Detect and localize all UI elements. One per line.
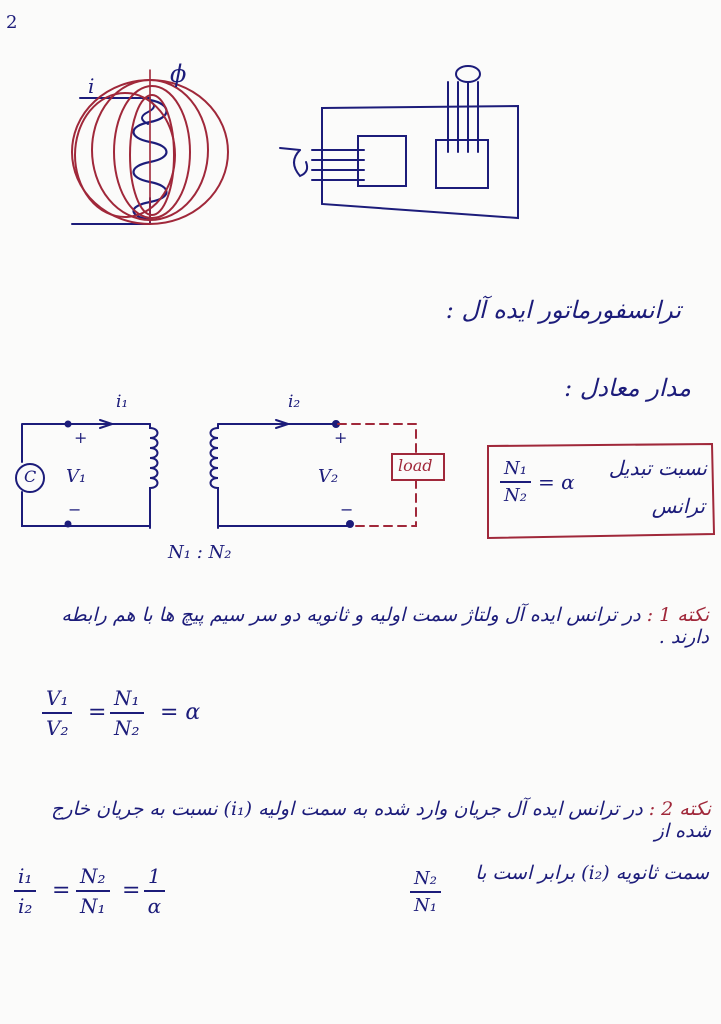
note2-frac-num: N₂ [410, 868, 441, 893]
note2-text: در ترانس ایده آل جریان وارد شده به سمت اولیه (i₁) نسبت به جریان خارج شده از [51, 798, 711, 842]
label-i2: i₂ [288, 392, 301, 412]
eq2-mid-num: N₂ [76, 864, 110, 892]
eq2-lhs-fraction [14, 864, 36, 918]
ratio-fraction [500, 458, 531, 506]
note2-line2: سمت ثانویه (i₂) برابر است با [475, 862, 709, 884]
page-number: 2 [6, 12, 18, 33]
eq2-equals-1: = [52, 878, 71, 903]
label-load: load [398, 456, 433, 475]
eq1-mid-den: N₂ [114, 716, 140, 740]
ratio-denominator: N₂ [504, 485, 527, 506]
eq2-rhs-den: α [147, 894, 162, 918]
note2-fraction [410, 868, 441, 916]
note1-label: نکته 1 : [646, 604, 709, 626]
label-i1: i₁ [116, 392, 129, 412]
transformer-core-figure [280, 66, 518, 218]
equivalent-circuit-title: مدار معادل : [564, 374, 691, 402]
eq2-lhs-den: i₂ [18, 894, 33, 918]
eq1-rhs: = α [160, 700, 201, 725]
eq1-lhs-fraction [42, 686, 72, 740]
eq1-lhs-num: V₁ [42, 686, 72, 714]
eq2-rhs-fraction [144, 864, 165, 918]
current-label: i [88, 74, 95, 98]
label-v2: V₂ [318, 466, 339, 487]
label-v1: V₁ [66, 466, 87, 487]
label-source: C [24, 467, 37, 486]
coil-flux-figure [72, 70, 228, 224]
note1-line [19, 604, 709, 648]
ratio-rhs: = α [538, 470, 575, 494]
eq1-mid-fraction [110, 686, 144, 740]
label-plus-primary: + [74, 428, 88, 447]
note2-label: نکته 2 : [648, 798, 711, 820]
note2-frac-den: N₁ [414, 895, 437, 916]
label-turns-ratio: N₁ : N₂ [168, 542, 232, 563]
eq2-rhs-num: 1 [144, 864, 165, 892]
section-title: ترانسفورماتور ایده آل : [445, 296, 681, 324]
flux-label: ϕ [170, 60, 187, 88]
eq2-mid-den: N₁ [80, 894, 106, 918]
label-minus-primary: − [68, 500, 82, 519]
label-plus-secondary: + [334, 428, 348, 447]
eq2-lhs-num: i₁ [14, 864, 36, 892]
eq2-mid-fraction [76, 864, 110, 918]
ratio-numerator: N₁ [500, 458, 531, 483]
eq1-lhs-den: V₂ [46, 716, 69, 740]
eq1-equals: = [88, 700, 107, 725]
note1-text: در ترانس ایده آل ولتاژ سمت اولیه و ثانویه دو سر سیم پیچ ها با هم رابطه دارند . [61, 604, 709, 648]
label-minus-secondary: − [340, 500, 354, 519]
note2-line1 [11, 798, 711, 842]
eq2-equals-2: = [122, 878, 141, 903]
eq1-mid-num: N₁ [110, 686, 144, 714]
ratio-label-line1: نسبت تبدیل [608, 456, 707, 480]
ratio-label-line2: ترانس [651, 494, 705, 518]
